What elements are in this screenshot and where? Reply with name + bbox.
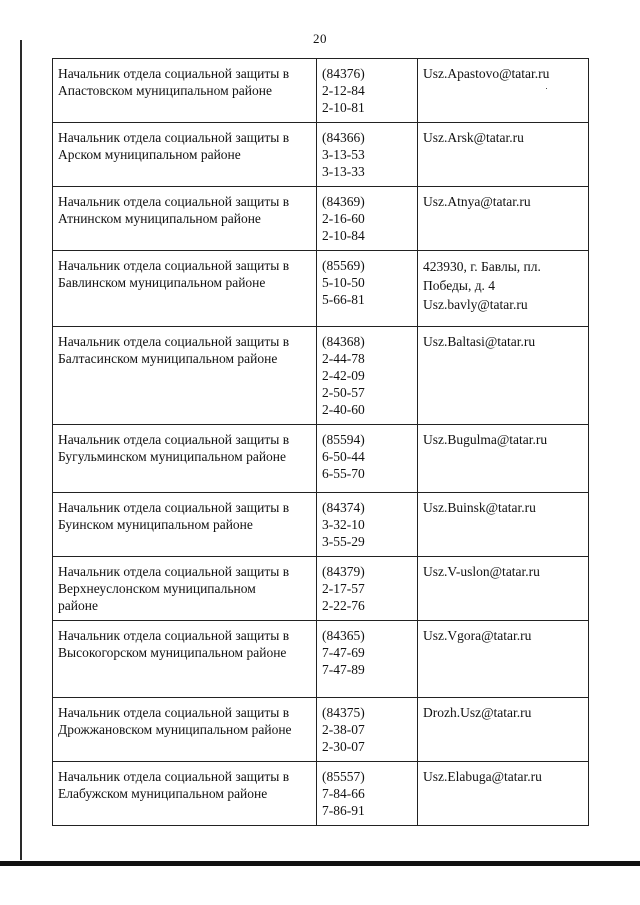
table-row (53, 123, 589, 187)
phone-cell (317, 59, 418, 123)
phone-number: 2-42-09 (322, 368, 365, 383)
contact-cell (418, 425, 589, 493)
email-address: Usz.Baltasi@tatar.ru (423, 334, 536, 349)
phone-number: 5-66-81 (322, 292, 365, 307)
district-name: Высокогорском муниципальном районе (58, 645, 287, 660)
phone-code: (85594) (322, 432, 365, 447)
email-address: Usz.Atnya@tatar.ru (423, 194, 531, 209)
table-row (53, 493, 589, 557)
position-cell (53, 698, 317, 762)
district-name: Атнинском муниципальном районе (58, 211, 261, 226)
table-row (53, 762, 589, 826)
email-address: Usz.V-uslon@tatar.ru (423, 564, 540, 579)
position-cell (53, 762, 317, 826)
phone-number: 2-40-60 (322, 402, 365, 417)
phone-number: 2-44-78 (322, 351, 365, 366)
scan-border-bottom (0, 861, 640, 866)
phone-code: (85569) (322, 258, 365, 273)
phone-code: (84376) (322, 66, 365, 81)
position-title: Начальник отдела социальной защиты в (58, 769, 290, 784)
contact-cell (418, 187, 589, 251)
email-address: Usz.Vgora@tatar.ru (423, 628, 532, 643)
email-address: Usz.Bugulma@tatar.ru (423, 432, 548, 447)
phone-number: 7-84-66 (322, 786, 365, 801)
district-name: Апастовском муниципальном районе (58, 83, 272, 98)
phone-number: 5-10-50 (322, 275, 365, 290)
phone-cell (317, 621, 418, 698)
phone-number: 6-50-44 (322, 449, 365, 464)
position-title: Начальник отдела социальной защиты в (58, 628, 290, 643)
district-name: Балтасинском муниципальном районе (58, 351, 278, 366)
phone-number: 2-30-07 (322, 739, 365, 754)
phone-cell (317, 557, 418, 621)
phone-cell (317, 698, 418, 762)
position-title: Начальник отдела социальной защиты в (58, 194, 290, 209)
position-title: Начальник отдела социальной защиты в (58, 705, 290, 720)
district-name: Елабужском муниципальном районе (58, 786, 268, 801)
phone-cell (317, 327, 418, 425)
district-name: Буинском муниципальном районе (58, 517, 253, 532)
position-title: Начальник отдела социальной защиты в (58, 500, 290, 515)
phone-cell (317, 123, 418, 187)
phone-cell (317, 493, 418, 557)
phone-cell (317, 762, 418, 826)
contact-cell (418, 621, 589, 698)
position-title: Начальник отдела социальной защиты в (58, 258, 290, 273)
position-cell (53, 557, 317, 621)
email-address: Usz.Buinsk@tatar.ru (423, 500, 536, 515)
district-name: Бавлинском муниципальном районе (58, 275, 266, 290)
contact-cell (418, 557, 589, 621)
contact-cell (418, 251, 589, 327)
position-title: Начальник отдела социальной защиты в (58, 334, 290, 349)
contact-cell (418, 493, 589, 557)
contact-cell (418, 123, 589, 187)
email-address: Usz.bavly@tatar.ru (423, 297, 528, 312)
email-address: Drozh.Usz@tatar.ru (423, 705, 532, 720)
position-cell (53, 251, 317, 327)
position-title: Начальник отдела социальной защиты в (58, 432, 290, 447)
phone-number: 2-10-84 (322, 228, 365, 243)
email-address: Usz.Arsk@tatar.ru (423, 130, 524, 145)
phone-number: 3-55-29 (322, 534, 365, 549)
table-row (53, 557, 589, 621)
table-row (53, 425, 589, 493)
phone-number: 2-16-60 (322, 211, 365, 226)
phone-number: 7-86-91 (322, 803, 365, 818)
position-title: Начальник отдела социальной защиты в (58, 66, 290, 81)
postal-address: Победы, д. 4 (423, 278, 496, 293)
position-cell (53, 493, 317, 557)
district-name: Верхнеуслонском муниципальном районе (58, 581, 256, 613)
scan-border-left (20, 40, 22, 860)
district-name: Бугульминском муниципальном районе (58, 449, 287, 464)
phone-code: (85557) (322, 769, 365, 784)
email-address: Usz.Apastovo@tatar.ru (423, 66, 550, 81)
postal-address: 423930, г. Бавлы, пл. (423, 259, 541, 274)
contact-cell (418, 762, 589, 826)
phone-number: 6-55-70 (322, 466, 365, 481)
page-number: 20 (313, 31, 327, 46)
phone-number: 3-32-10 (322, 517, 365, 532)
phone-number: 2-10-81 (322, 100, 365, 115)
phone-code: (84366) (322, 130, 365, 145)
position-cell (53, 425, 317, 493)
phone-cell (317, 425, 418, 493)
table-row (53, 327, 589, 425)
table-row (53, 698, 589, 762)
phone-number: 2-22-76 (322, 598, 365, 613)
table-row (53, 187, 589, 251)
phone-number: 2-12-84 (322, 83, 365, 98)
contact-cell (418, 59, 589, 123)
phone-code: (84365) (322, 628, 365, 643)
phone-number: 7-47-89 (322, 662, 365, 677)
position-title: Начальник отдела социальной защиты в (58, 564, 290, 579)
position-cell (53, 59, 317, 123)
phone-number: 3-13-53 (322, 147, 365, 162)
position-title: Начальник отдела социальной защиты в (58, 130, 290, 145)
phone-number: 3-13-33 (322, 164, 365, 179)
position-cell (53, 123, 317, 187)
phone-number: 2-17-57 (322, 581, 365, 596)
phone-number: 2-50-57 (322, 385, 365, 400)
contacts-table (52, 58, 589, 826)
contact-cell (418, 327, 589, 425)
phone-cell (317, 251, 418, 327)
table-row (53, 621, 589, 698)
district-name: Арском муниципальном районе (58, 147, 241, 162)
district-name: Дрожжановском муниципальном районе (58, 722, 292, 737)
table-row (53, 251, 589, 327)
phone-cell (317, 187, 418, 251)
email-address: Usz.Elabuga@tatar.ru (423, 769, 542, 784)
phone-code: (84374) (322, 500, 365, 515)
contact-cell (418, 698, 589, 762)
phone-code: (84368) (322, 334, 365, 349)
phone-code: (84379) (322, 564, 365, 579)
position-cell (53, 621, 317, 698)
phone-number: 2-38-07 (322, 722, 365, 737)
position-cell (53, 187, 317, 251)
phone-code: (84375) (322, 705, 365, 720)
phone-code: (84369) (322, 194, 365, 209)
position-cell (53, 327, 317, 425)
phone-number: 7-47-69 (322, 645, 365, 660)
table-row (53, 59, 589, 123)
